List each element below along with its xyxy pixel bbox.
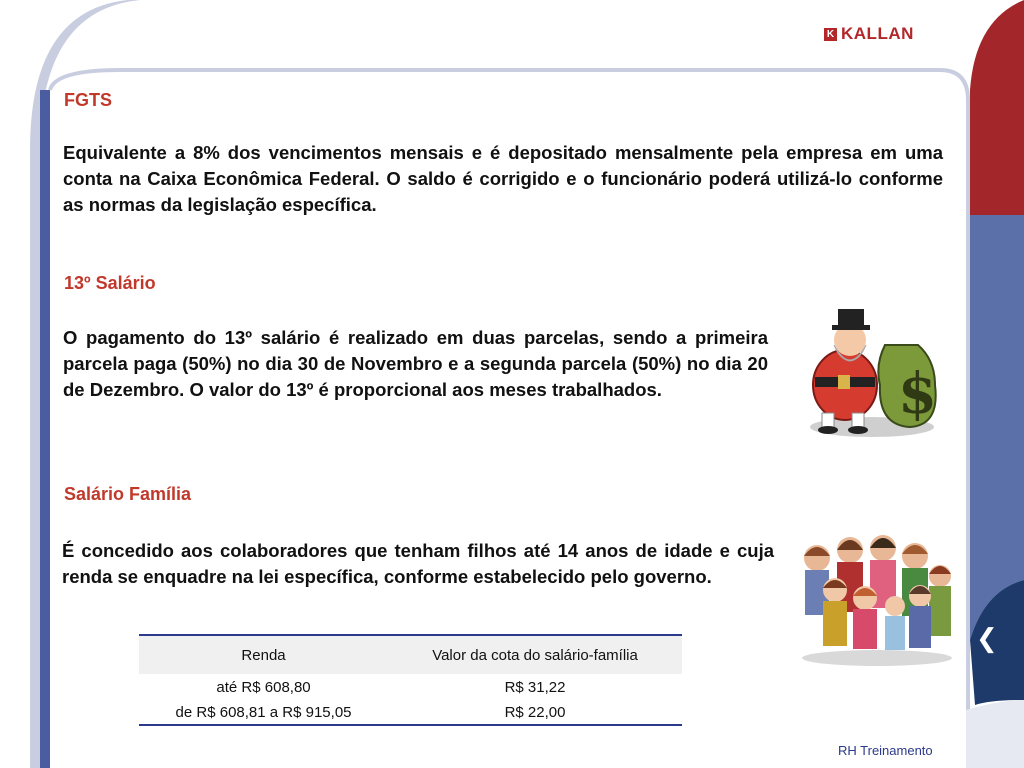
family-dolls-illustration xyxy=(795,528,960,668)
kallan-logo xyxy=(824,24,914,44)
table-row xyxy=(139,674,682,699)
santa-money-bag-illustration xyxy=(800,305,940,440)
previous-slide-icon[interactable]: ❮ xyxy=(976,624,998,654)
section-title-salario-familia: Salário Família xyxy=(64,484,192,504)
table-cell-renda: de R$ 608,81 a R$ 915,05 xyxy=(139,699,388,725)
section-text-fgts: Equivalente a 8% dos vencimentos mensais e é depositado mensalmente pela empresa em uma conta na Caixa Econômica Federal. O saldo é corrigido e o funcionário poderá utilizá-lo conforme as normas da legislação específica. xyxy=(63,142,943,215)
section-text-salario-familia: É concedido aos colaboradores que tenham filhos até 14 anos de idade e cuja renda se enquadre na lei específica, conforme estabelecido pelo governo. xyxy=(62,540,774,587)
footer-label: RH Treinamento xyxy=(838,743,933,758)
right-blue-band xyxy=(970,215,1024,640)
table-cell-renda: até R$ 608,80 xyxy=(216,679,311,696)
section-text-13-salario: O pagamento do 13º salário é realizado em duas parcelas, sendo a primeira parcela paga (50%) no dia 30 de Novembro e a segunda parcela (50%) no dia 20 de Dezembro. O valor do 13º é proporcional aos meses trabalhados. xyxy=(63,327,768,400)
table-row xyxy=(139,699,682,725)
right-red-band xyxy=(970,0,1024,215)
salario-familia-table xyxy=(139,634,682,726)
table-header-renda: Renda xyxy=(139,635,388,674)
logo-text: KALLAN xyxy=(841,24,914,43)
table-cell-valor: R$ 22,00 xyxy=(388,699,682,725)
section-title-fgts: FGTS xyxy=(64,90,112,110)
table-header-row xyxy=(139,635,682,674)
table-header-valor-cota: Valor da cota do salário-família xyxy=(388,635,682,674)
section-title-13-salario: 13º Salário xyxy=(64,273,156,293)
svg-text:$: $ xyxy=(898,361,937,427)
table-cell-valor: R$ 31,22 xyxy=(504,679,566,696)
logo-mark: K xyxy=(824,28,837,41)
